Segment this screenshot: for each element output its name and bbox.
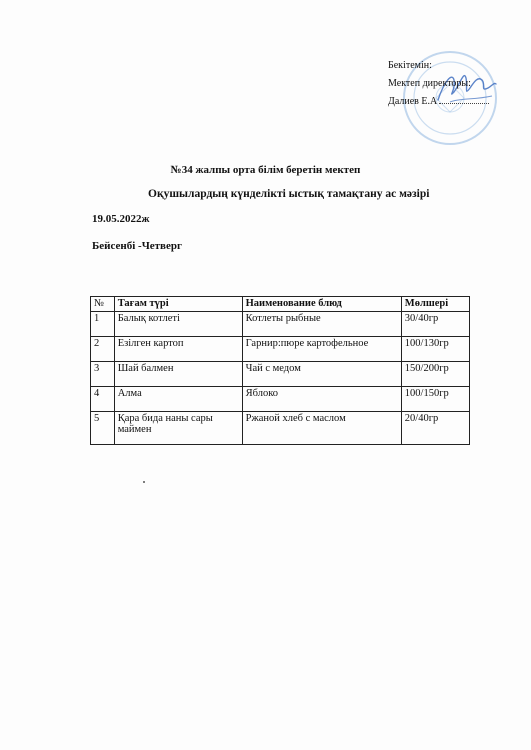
table-row (91, 337, 470, 362)
row-number: 1 (91, 312, 115, 337)
director-name: Далиев Е.А (388, 96, 438, 107)
director-name-line (388, 93, 489, 111)
row-number: 4 (91, 387, 115, 412)
dish-ru: Гарнир:пюре картофельное (242, 337, 401, 362)
menu-title: Оқушылардың күнделікті ыстық тамақтану ас мәзірі (148, 188, 430, 200)
menu-day: Бейсенбі -Четверг (92, 240, 182, 252)
table-row (91, 412, 470, 445)
approved-label: Бекітемін: (388, 60, 432, 71)
table-header-row (91, 297, 470, 312)
portion: 100/150гр (401, 387, 469, 412)
row-number: 5 (91, 412, 115, 445)
table-row (91, 312, 470, 337)
column-header-dish-ru: Наименование блюд (242, 297, 401, 312)
school-title: №34 жалпы орта білім беретін мектеп (170, 164, 361, 176)
stray-mark (143, 481, 145, 483)
dish-ru: Яблоко (242, 387, 401, 412)
dish-kz: Балық котлеті (114, 312, 242, 337)
dish-ru: Котлеты рыбные (242, 312, 401, 337)
portion: 150/200гр (401, 362, 469, 387)
dish-kz: Алма (114, 387, 242, 412)
portion: 30/40гр (401, 312, 469, 337)
director-label: Мектеп директоры: (388, 78, 471, 89)
dish-kz: Езілген картоп (114, 337, 242, 362)
row-number: 3 (91, 362, 115, 387)
signature-line (439, 103, 489, 104)
portion: 20/40гр (401, 412, 469, 445)
dish-ru: Ржаной хлеб с маслом (242, 412, 401, 445)
column-header-portion: Мөлшері (401, 297, 469, 312)
approval-block (388, 57, 489, 111)
menu-table (90, 296, 470, 445)
dish-kz: Қара бида наны сары маймен (114, 412, 242, 445)
table-row (91, 362, 470, 387)
dish-kz: Шай балмен (114, 362, 242, 387)
portion: 100/130гр (401, 337, 469, 362)
row-number: 2 (91, 337, 115, 362)
dish-ru: Чай с медом (242, 362, 401, 387)
menu-date: 19.05.2022ж (92, 213, 150, 225)
column-header-dish-kz: Тағам түрі (114, 297, 242, 312)
table-row (91, 387, 470, 412)
column-header-number: № (91, 297, 115, 312)
